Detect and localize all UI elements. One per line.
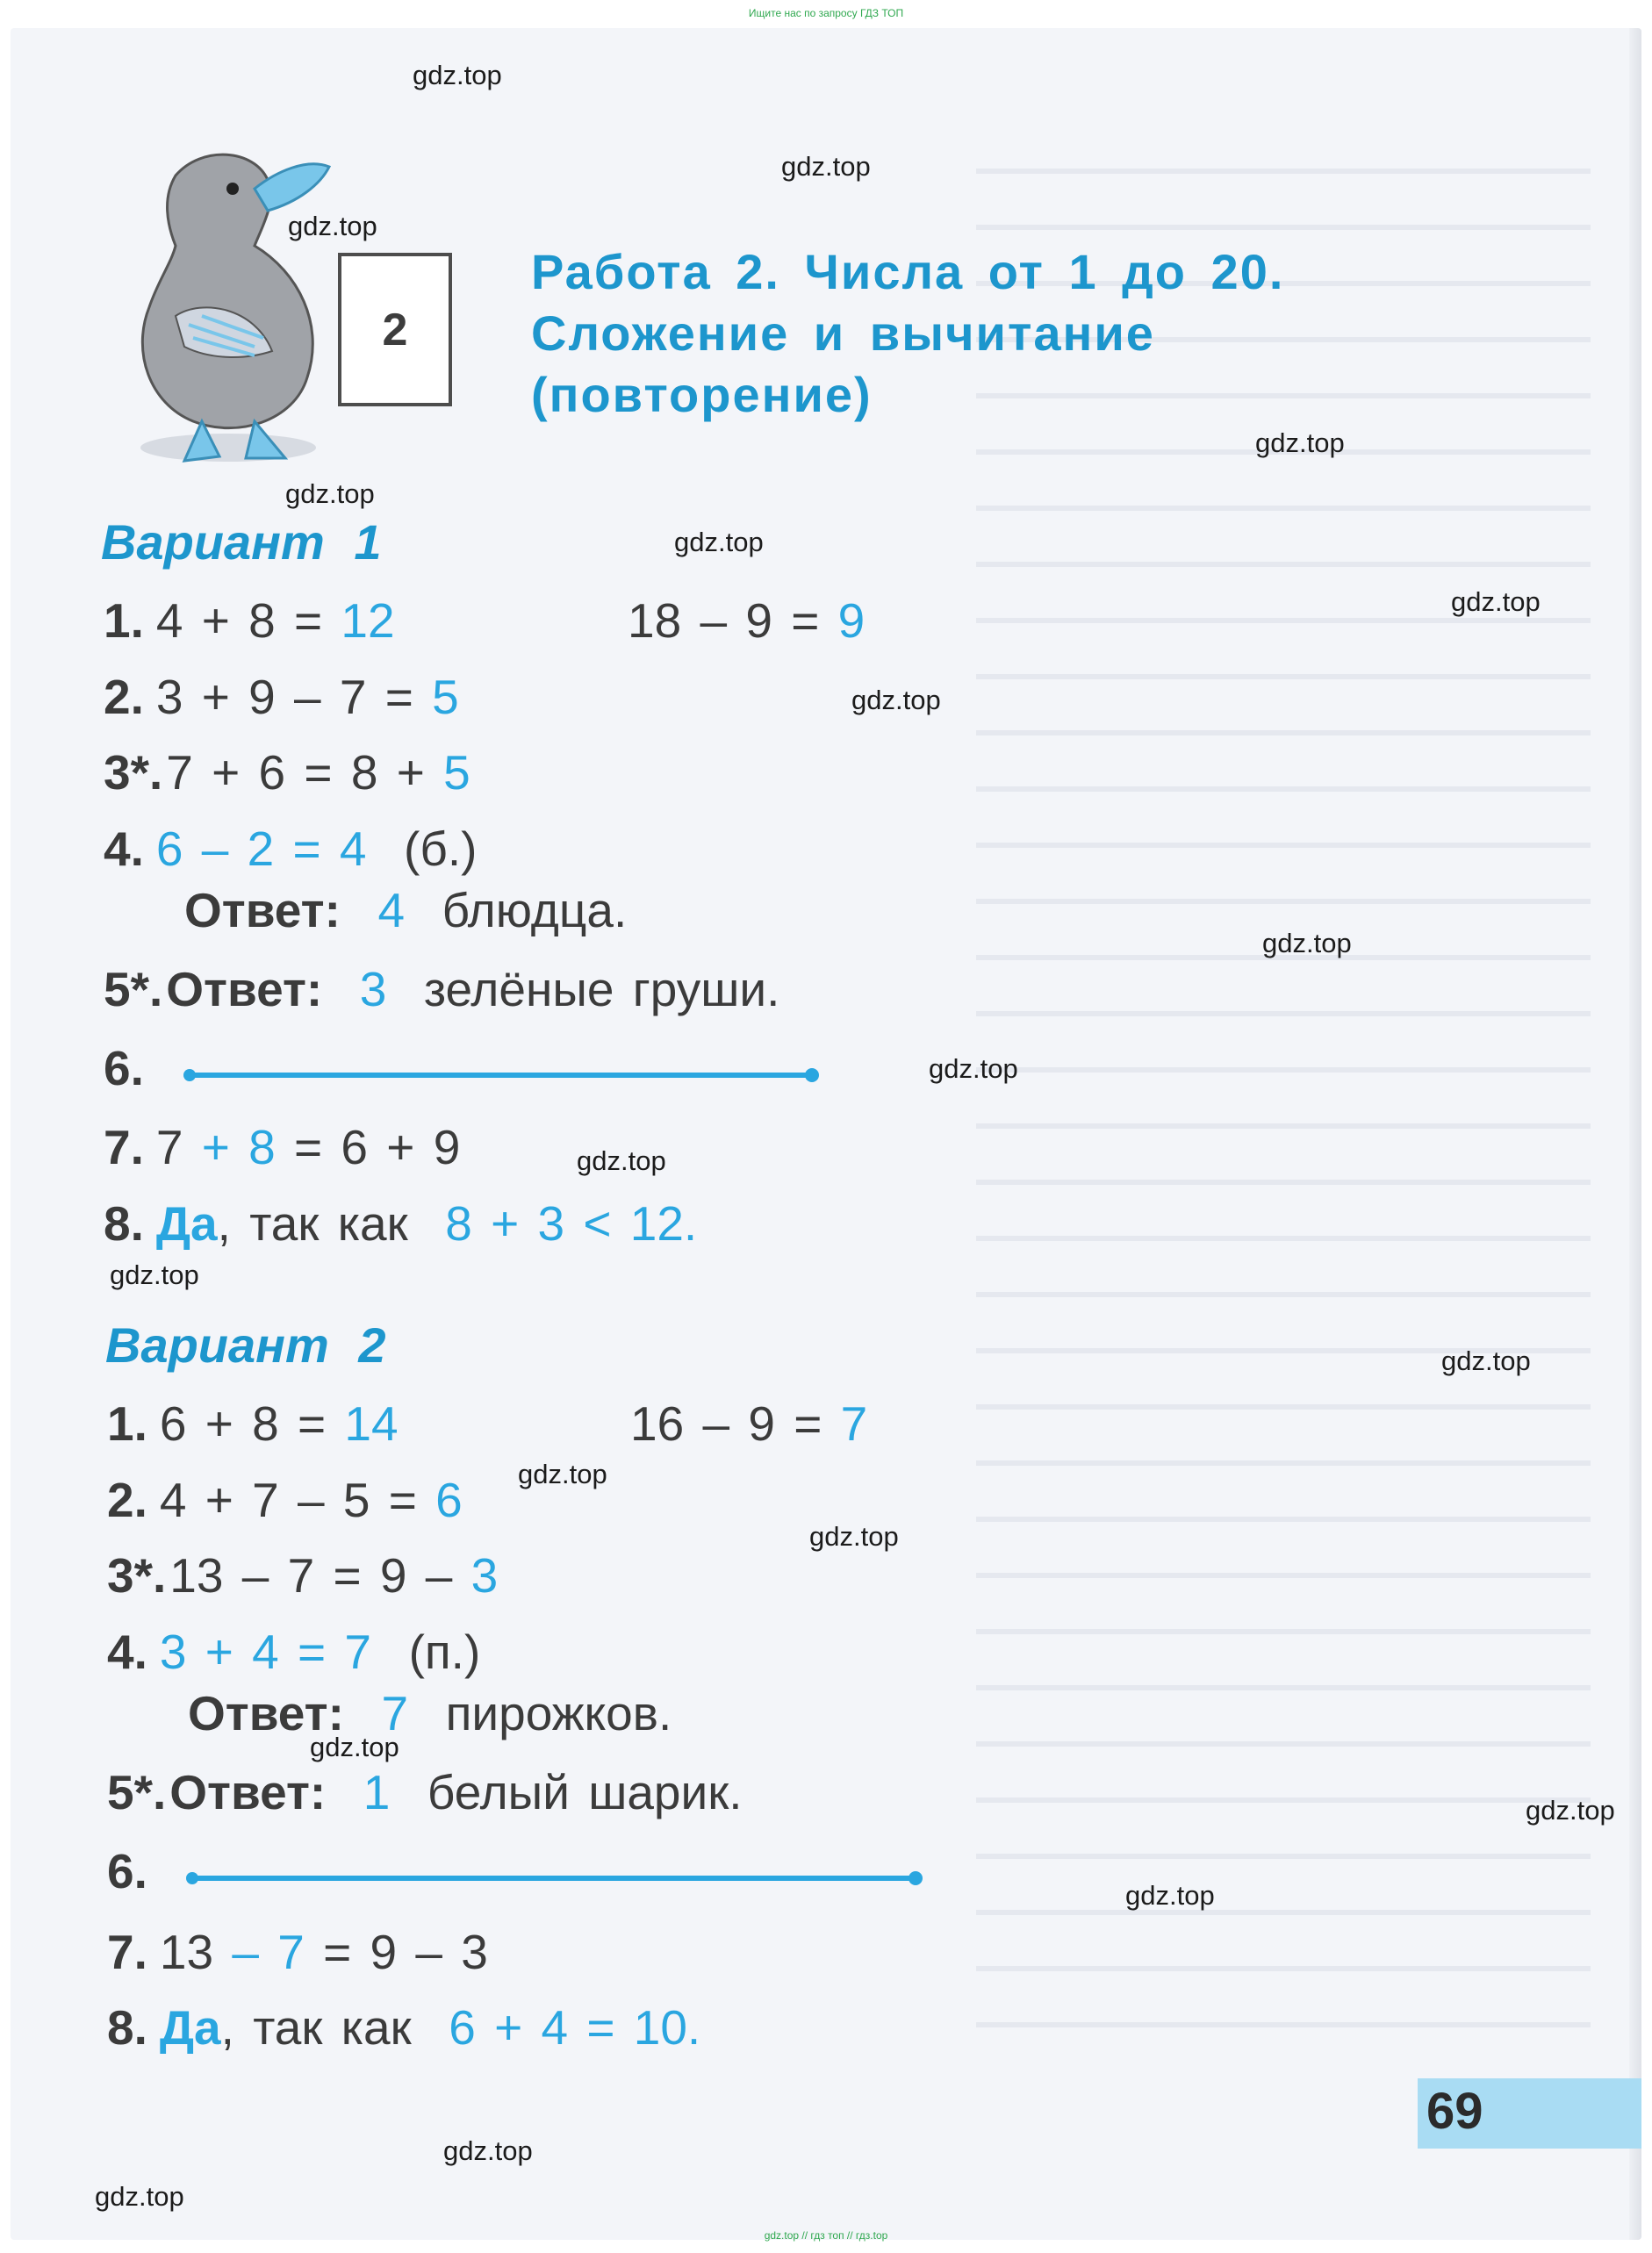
unit: (б.) [404,822,478,876]
title-line-2: Сложение и вычитание [531,305,1155,361]
expression: 4 + 7 – 5 = [159,1473,417,1527]
title-line-1: Работа 2. Числа от 1 до 20. [531,244,1285,299]
expression: 4 + 8 = [155,593,323,648]
answer: 12 [341,593,395,648]
answer: 3 [359,962,387,1016]
answer-yes: Да [159,2000,221,2055]
variant-1-heading: Вариант 1 [101,514,382,570]
task-number: 5*. [107,1765,167,1819]
v1-task-6 [104,1040,156,1096]
task-number: 2. [104,670,144,724]
expression: 6 + 8 = [159,1396,327,1451]
task-number: 3*. [104,745,163,800]
answer-label: Ответ: [166,962,323,1016]
v1-task-3 [104,744,470,800]
watermark: gdz.top [809,1521,899,1552]
answer-text: блюдца. [442,883,628,937]
v2-task-8 [107,1999,700,2056]
page-number: 69 [1426,2083,1483,2140]
v2-task-4 [107,1624,480,1680]
answer: 7 [840,1396,868,1451]
v2-task-1 [107,1396,399,1452]
watermark: gdz.top [1125,1880,1215,1911]
task-number: 4. [107,1625,147,1679]
unit: (п.) [408,1625,481,1679]
variant-2-heading: Вариант 2 [105,1317,386,1373]
watermark: gdz.top [1441,1345,1531,1376]
watermark: gdz.top [413,60,502,90]
expression: = 6 + 9 [294,1120,461,1174]
v2-task-1b [630,1396,867,1452]
page-title [531,241,1409,426]
expression: 7 [155,1120,183,1174]
v1-drawn-segment [189,1073,812,1078]
top-banner: Ищите нас по запросу ГДЗ ТОП [748,7,904,19]
bottom-banner: gdz.top // гдз топ // гдз.top [764,2229,888,2242]
expression: 7 + 6 = 8 + [166,745,425,800]
v1-task-4 [104,821,477,877]
watermark: gdz.top [929,1053,1018,1084]
watermark: gdz.top [95,2181,184,2212]
answer-expression: 3 + 4 = 7 [159,1625,372,1679]
task-number: 1. [107,1396,147,1451]
answer: 14 [344,1396,399,1451]
answer-label: Ответ: [188,1686,344,1740]
task-number: 2. [107,1473,147,1527]
watermark: gdz.top [1451,586,1541,617]
watermark: gdz.top [310,1732,399,1762]
answer: 9 [837,593,866,648]
answer-yes: Да [155,1196,218,1251]
expression: 13 – 7 = 9 – [169,1548,453,1603]
answer: 1 [363,1765,391,1819]
answer-text: , так как [220,2000,412,2055]
answer: 7 [381,1686,409,1740]
answer-text: , так как [217,1196,408,1251]
v2-task-3 [107,1547,498,1604]
expression: 13 [159,1925,214,1979]
task-number: 3*. [107,1548,167,1603]
answer: 3 [470,1548,499,1603]
work-number-card: 2 [338,253,452,406]
answer-expression: 6 + 4 = 10. [449,2000,701,2055]
watermark: gdz.top [1262,928,1352,958]
v1-task-8 [104,1195,697,1252]
v1-task-2 [104,669,459,725]
watermark: gdz.top [518,1459,607,1489]
watermark: gdz.top [285,478,375,509]
v2-task-2 [107,1472,463,1528]
answer-label: Ответ: [184,883,341,937]
answer-text: пирожков. [445,1686,672,1740]
watermark: gdz.top [577,1145,666,1176]
v2-task-5 [107,1764,743,1820]
task-number: 7. [104,1120,144,1174]
v2-task-4-answer [188,1685,672,1741]
answer-text: белый шарик. [427,1765,743,1819]
v2-task-6 [107,1843,160,1899]
task-number: 5*. [104,962,163,1016]
answer: 4 [377,883,406,937]
watermark: gdz.top [288,211,377,241]
v1-task-1 [104,592,395,649]
expression: 16 – 9 = [630,1396,822,1451]
v1-task-7 [104,1119,460,1175]
v2-task-7 [107,1924,488,1980]
task-number: 4. [104,822,144,876]
task-number: 6. [104,1041,144,1095]
watermark: gdz.top [851,685,941,715]
answer: + 8 [201,1120,276,1174]
expression: 18 – 9 = [628,593,820,648]
title-line-3: (повторение) [531,367,873,422]
expression: 3 + 9 – 7 = [155,670,413,724]
watermark: gdz.top [110,1259,199,1290]
answer-expression: 6 – 2 = 4 [155,822,367,876]
watermark: gdz.top [1255,427,1345,458]
answer-text: зелёные груши. [423,962,780,1016]
page-edge [1629,28,1641,2240]
expression: = 9 – 3 [323,1925,488,1979]
v1-task-4-answer [184,882,627,938]
v1-task-5 [104,961,779,1017]
watermark: gdz.top [674,527,764,557]
duck-mascot-icon [123,140,351,483]
v1-task-1b [628,592,865,649]
watermark: gdz.top [781,151,871,182]
task-number: 8. [104,1196,144,1251]
task-number: 6. [107,1844,147,1898]
answer-expression: 8 + 3 < 12. [445,1196,698,1251]
answer: 5 [443,745,470,800]
task-number: 1. [104,593,144,648]
v2-drawn-segment [191,1876,916,1881]
task-number: 7. [107,1925,147,1979]
answer: 6 [435,1473,463,1527]
watermark: gdz.top [1526,1795,1615,1826]
answer: 5 [432,670,459,724]
answer: – 7 [232,1925,305,1979]
answer-label: Ответ: [169,1765,327,1819]
task-number: 8. [107,2000,147,2055]
watermark: gdz.top [443,2135,533,2166]
